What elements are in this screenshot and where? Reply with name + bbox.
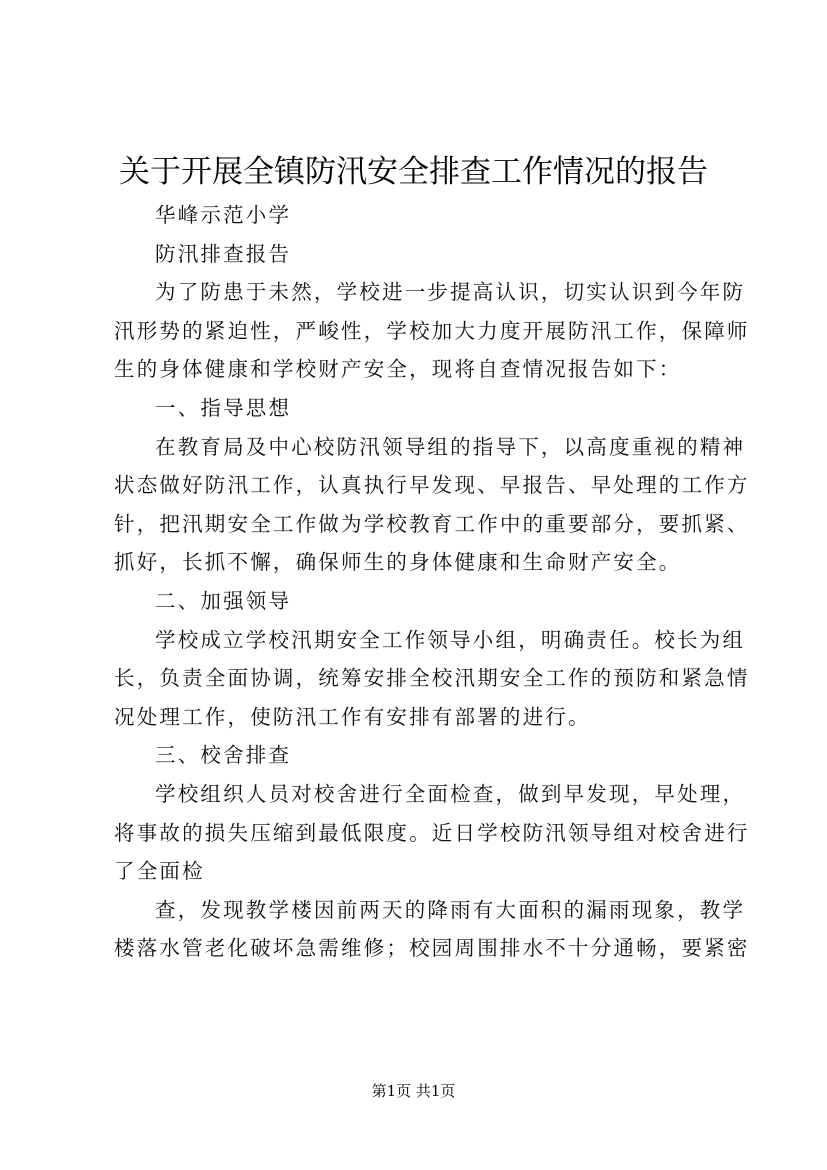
text-line: 防汛排查报告 [155, 241, 292, 266]
text-line: 一、指导思想 [155, 395, 292, 420]
text-line: 华峰示范小学 [155, 203, 292, 227]
text-line: 了全面检 [114, 859, 205, 884]
text-line: 抓好，长抓不懈，确保师生的身体健康和生命财产安全。 [114, 550, 682, 575]
document-body [114, 196, 750, 968]
text-line: 汛形势的紧迫性，严峻性，学校加大力度开展防汛工作，保障师 [114, 318, 750, 343]
text-line: 为了防患于未然，学校进一步提高认识，切实认识到今年防 [155, 280, 746, 305]
document-title: 关于开展全镇防汛安全排查工作情况的报告 [119, 154, 708, 190]
text-line: 学校组织人员对校舍进行全面检查，做到早发现，早处理， [155, 781, 746, 806]
text-line: 状态做好防汛工作，认真执行早发现、早报告、早处理的工作方 [114, 473, 750, 498]
text-line: 学校成立学校汛期安全工作领导小组，明确责任。校长为组 [155, 627, 746, 652]
page-footer: 第1页 共1页 [371, 1082, 456, 1100]
text-line: 针，把汛期安全工作做为学校教育工作中的重要部分，要抓紧、 [114, 511, 750, 536]
text-line: 况处理工作，使防汛工作有安排有部署的进行。 [114, 704, 591, 729]
text-line: 生的身体健康和学校财产安全，现将自查情况报告如下： [114, 357, 682, 382]
text-line: 长，负责全面协调，统筹安排全校汛期安全工作的预防和紧急情 [114, 666, 750, 691]
text-line: 将事故的损失压缩到最低限度。近日学校防汛领导组对校舍进行 [114, 820, 750, 845]
text-line: 在教育局及中心校防汛领导组的指导下，以高度重视的精神 [155, 434, 746, 459]
text-line: 楼落水管老化破坏急需维修；校园周围排水不十分通畅，要紧密 [114, 936, 750, 961]
text-line: 二、加强领导 [155, 588, 292, 613]
text-line: 三、校舍排查 [155, 743, 292, 768]
text-line: 查，发现教学楼因前两天的降雨有大面积的漏雨现象，教学 [155, 897, 746, 922]
